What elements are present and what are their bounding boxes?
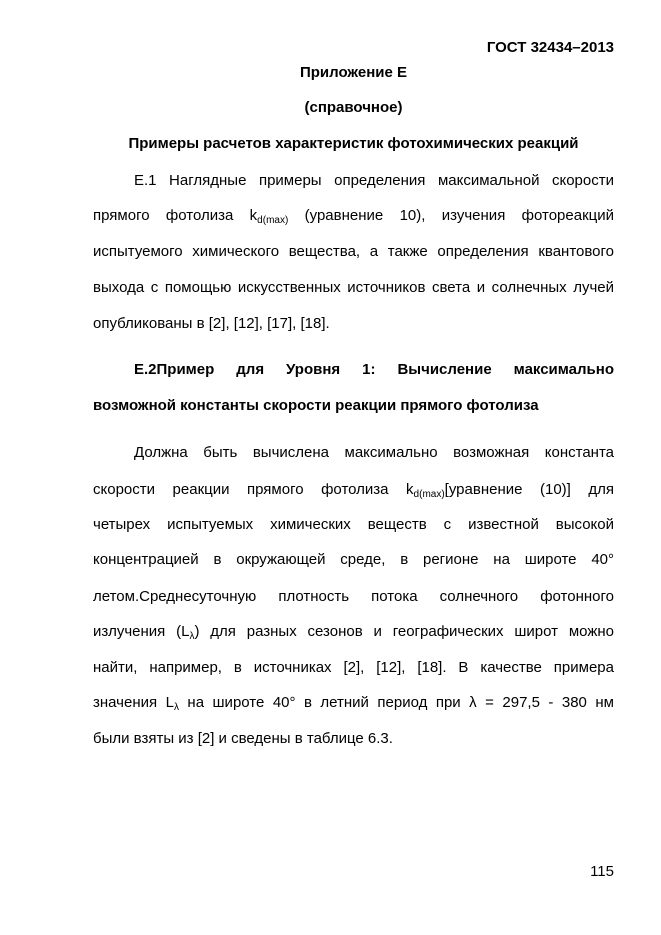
e1-line-1: Е.1 Наглядные примеры определения максимальной скорости: [134, 172, 614, 189]
e2-line-6: [93, 622, 614, 644]
e2-heading-line-1: Е.2Пример для Уровня 1: Вычисление максимально: [134, 361, 614, 378]
e1-line-5: опубликованы в [2], [12], [17], [18].: [93, 315, 330, 332]
kd-max-symbol: $k_{d(max)}[уравнение$ (10)] для: [406, 481, 614, 500]
appendix-title: Приложение Е: [299, 64, 408, 81]
e2-line-7: найти, например, в источниках [2], [12], [18]. В качестве примера: [93, 659, 614, 676]
e2-line-6-text-a: излучения $(L_\lambda)$ для разных сезонов и географических широт можно: [93, 623, 614, 642]
e2-line-9: были взяты из [2] и сведены в таблице 6.3.: [93, 730, 393, 747]
e2-line-4: концентрацией в окружающей среде, в регионе на широте 40°: [93, 551, 614, 568]
appendix-subtitle: (справочное): [304, 99, 403, 116]
e2-line-2-text-a: скорости реакции прямого фотолиза: [93, 481, 389, 498]
e2-line-8: [93, 693, 614, 715]
e1-line-4: выхода с помощью искусственных источников света и солнечных лучей: [93, 279, 614, 296]
page-number: 115: [590, 863, 614, 880]
e2-line-3: четырех испытуемых химических веществ с известной высокой: [93, 516, 614, 533]
e2-line-5: летом.Среднесуточную плотность потока солнечного фотонного: [93, 588, 614, 605]
e1-line-2: [93, 206, 614, 228]
document-code: ГОСТ 32434–2013: [486, 39, 614, 56]
e2-line-2: [93, 480, 614, 502]
e1-line-3: испытуемого химического вещества, а также определения квантового: [93, 243, 614, 260]
e1-line-2-text-a: прямого фотолиза: [93, 207, 234, 224]
e2-line-8-text-b: на широте 40° в летний период при λ = 297,5 - 380 нм: [187, 694, 614, 711]
e2-line-8-text-a: значения $L_\lambda$: [93, 694, 179, 713]
e2-line-1: Должна быть вычислена максимально возможная константа: [134, 444, 614, 461]
e2-heading-line-2: возможной константы скорости реакции прямого фотолиза: [93, 397, 539, 414]
kd-max-symbol: $k_{d(max)}$: [249, 207, 289, 226]
appendix-heading: Примеры расчетов характеристик фотохимических реакций: [128, 135, 579, 152]
e1-line-2-text-b: (уравнение 10), изучения фотореакций: [304, 207, 614, 224]
